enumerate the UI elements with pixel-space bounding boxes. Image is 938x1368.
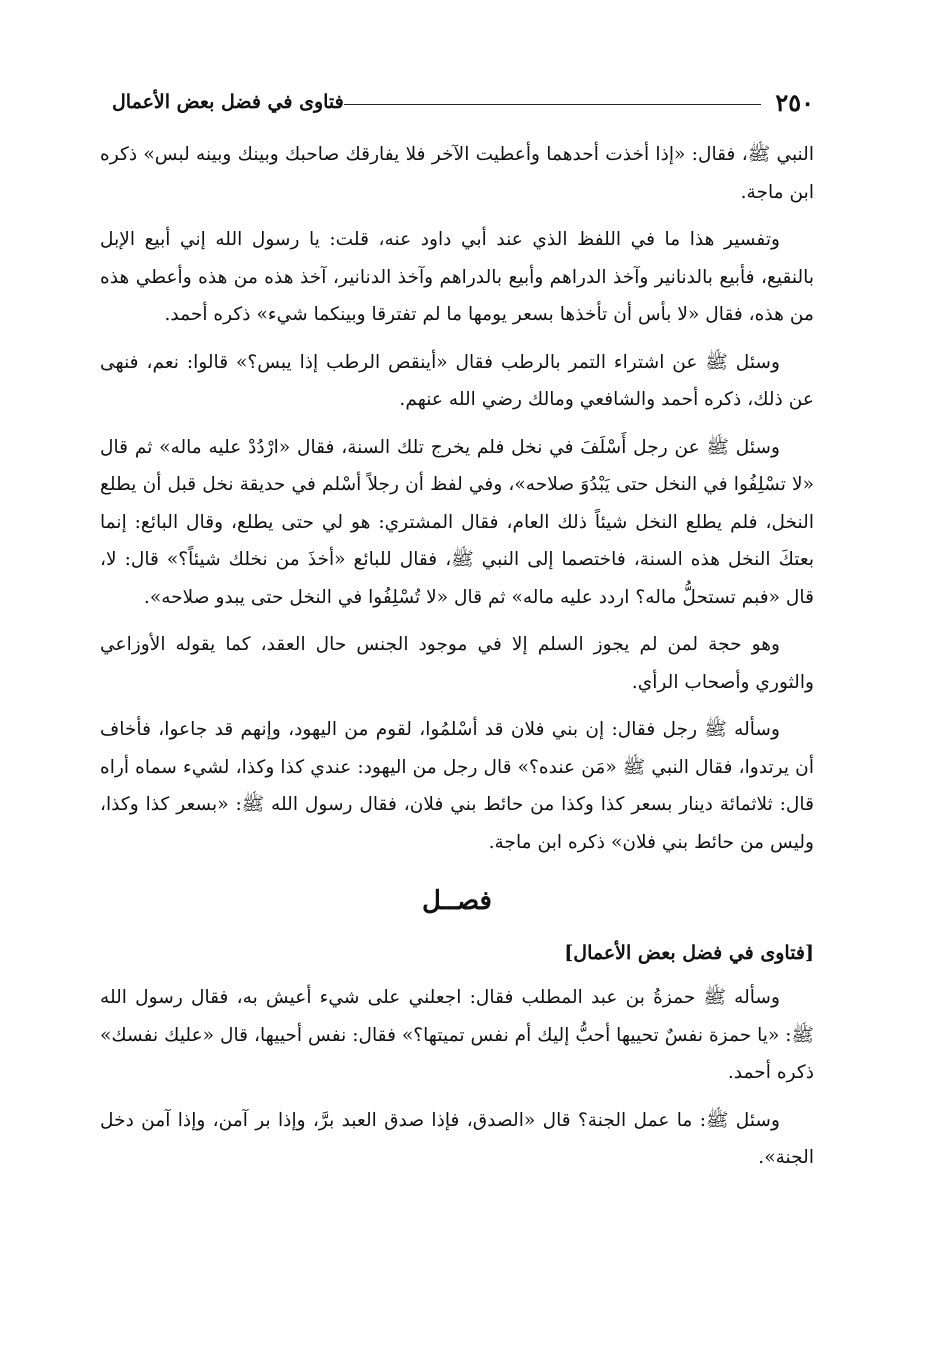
paragraph: وتفسير هذا ما في اللفظ الذي عند أبي داود عنه، قلت: يا رسول الله إني أبيع الإبل بالنقيع، فأبيع بالدنانير وآخذ الدراهم وأبيع بالدراهم وآخذ الدنانير، آخذ هذه من هذه وأعطي هذه من هذه، فقال «لا بأس أن تأخذها بسعر يومها ما لم تفترقا وبينكما شيء» ذكره أحمد. — [100, 229, 814, 325]
page-number: ٢٥٠ — [775, 87, 814, 117]
paragraph: وسأله ﷺ رجل فقال: إن بني فلان قد أسْلمُوا، لقوم من اليهود، وإنهم قد جاعوا، فأخاف أن يرتدوا، فقال النبي ﷺ «مَن عنده؟» قال رجل من اليهود: عندي كذا وكذا، لشيء سماه أراه قال: ثلاثمائة دينار بسعر كذا وكذا من حائط بني فلان، فقال رسول الله ﷺ: «بسعر كذا وكذا، وليس من حائط بني فلان» ذكره ابن ماجة. — [100, 719, 814, 853]
paragraph: وسئل ﷺ عن اشتراء التمر بالرطب فقال «أينقص الرطب إذا يبس؟» قالوا: نعم، فنهى عن ذلك، ذكره أحمد والشافعي ومالك رضي الله عنهم. — [100, 351, 814, 410]
paragraph: النبي ﷺ، فقال: «إذا أخذت أحدهما وأعطيت الآخر فلا يفارقك صاحبك وبينك وبينه لبس» ذكره ابن ماجة. — [100, 144, 814, 203]
section-title: فصــل — [422, 886, 492, 916]
section-subheading: [فتاوى في فضل بعض الأعمال] — [564, 942, 814, 964]
paragraph: وسأله ﷺ حمزةُ بن عبد المطلب فقال: اجعلني على شيء أعيش به، فقال رسول الله ﷺ: «يا حمزة نفسٌ تحييها أحبُّ إليك أم نفس تميتها؟» فقال: نفس أحييها، قال «عليك نفسك» ذكره أحمد. — [100, 987, 814, 1083]
book-page — [100, 82, 814, 1282]
running-title: فتاوى في فضل بعض الأعمال — [112, 91, 344, 113]
paragraph: وسئل ﷺ عن رجل أَسْلَفَ في نخل فلم يخرج تلك السنة، فقال «ارْدُدْ عليه ماله» ثم قال «لا تسْلِفُوا في النخل حتى يَبْدُوَ صلاحه»، وفي لفظ أن رجلاً أسْلم في حديقة نخل قبل أن يطلع النخل، فلم يطلع النخل شيئاً ذلك العام، فقال المشتري: هو لي حتى يطلع، وقال البائع: إنما بعتكَ النخل هذه السنة، فاختصما إلى النبي ﷺ، فقال للبائع «أخذَ من نخلك شيئاً؟» قال: لا، قال «فبم تستحلُّ ماله؟ اردد عليه ماله» ثم قال «لا تُسْلِفُوا في النخل حتى يبدو صلاحه». — [100, 436, 814, 608]
running-head — [100, 82, 814, 122]
header-rule — [344, 104, 762, 105]
paragraph: وسئل ﷺ: ما عمل الجنة؟ قال «الصدق، فإذا صدق العبد برَّ، وإذا بر آمن، وإذا آمن دخل الجنة». — [100, 1109, 814, 1168]
paragraph: وهو حجة لمن لم يجوز السلم إلا في موجود الجنس حال العقد، كما يقوله الأوزاعي والثوري وأصحاب الرأي. — [100, 634, 814, 693]
